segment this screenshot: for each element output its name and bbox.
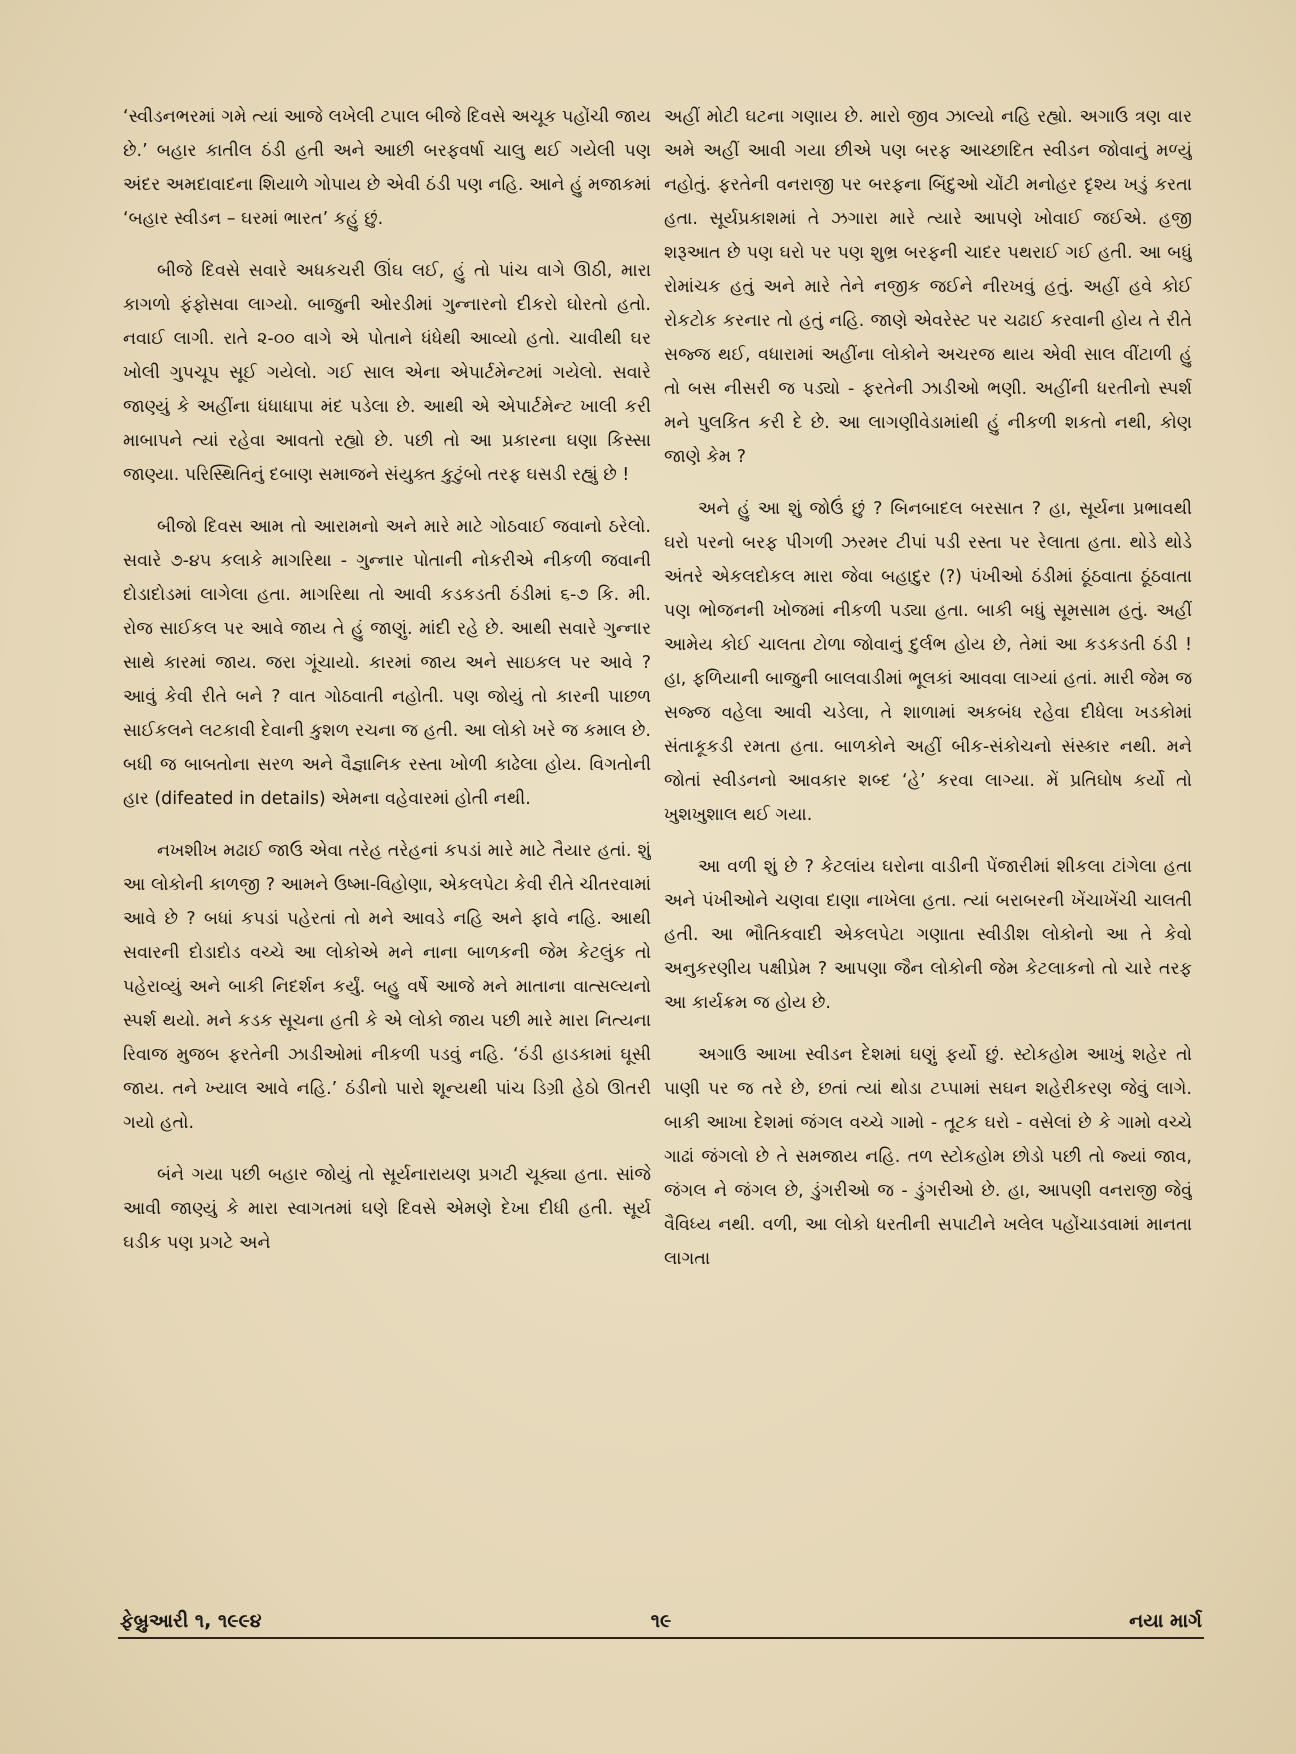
magazine-name: નયા માર્ગ [1129, 1610, 1202, 1632]
right-column [664, 100, 1192, 1624]
paragraph: ‘સ્વીડનભરમાં ગમે ત્યાં આજે લખેલી ટપાલ બીજે દિવસે અચૂક પહોંચી જાય છે.’ બહાર કાતીલ ઠંડી હતી અને આછી બરફવર્ષા ચાલુ થઈ ગયેલી પણ અંદર અમદાવાદના શિયાળે ગોપાય છે એવી ઠંડી પણ નહિ. આને હું મજાકમાં ‘બહાર સ્વીડન – ઘરમાં ભારત’ કહું છું. [123, 107, 651, 229]
page-footer [120, 1603, 1202, 1639]
paragraph: અને હું આ શું જોઉં છું ? બિનબાદલ બરસાત ? હા, સૂર્યના પ્રભાવથી ઘરો પરનો બરફ પીગળી ઝરમર ટીપાં પડી રસ્તા પર રેલાતા હતા. થોડે થોડે અંતરે એકલદોકલ મારા જેવા બહાદુર (?) પંખીઓ ઠંડીમાં ઠૂંઠવાતા ઠૂંઠવાતા પણ ભોજનની ખોજમાં નીકળી પડ્યા હતા. બાકી બધું સૂમસામ હતું. અહીં આમેય કોઈ ચાલતા ટોળા જોવાનું દુર્લભ હોય છે, તેમાં આ કડકડતી ઠંડી ! હા, ફળિયાની બાજુની બાલવાડીમાં ભૂલકાં આવવા લાગ્યાં હતાં. મારી જેમ જ સજ્જ વહેલા આવી ચડેલા, તે શાળામાં અકબંધ રહેવા દીધેલા ખડકોમાં સંતાકૂકડી રમતા હતા. બાળકોને અહીં બીક-સંકોચનો સંસ્કાર નથી. મને જોતાં સ્વીડનનો આવકાર શબ્દ ‘હે’ કરવા લાગ્યા. મેં પ્રતિઘોષ કર્યો તો ખુશખુશાલ થઈ ગયા. [664, 499, 1192, 825]
paragraph: આ વળી શું છે ? કેટલાંય ઘરોના વાડીની પેંજારીમાં શીકલા ટાંગેલા હતા અને પંખીઓને ચણવા દાણા નાખેલા હતા. ત્યાં બરાબરની ખેંચાખેંચી ચાલતી હતી. આ ભૌતિકવાદી એકલપેટા ગણાતા સ્વીડીશ લોકોનો આ તે કેવો અનુકરણીય પક્ષીપ્રેમ ? આપણા જૈન લોકોની જેમ કેટલાકનો તો ચારે તરફ આ કાર્યક્રમ જ હોય છે. [664, 857, 1192, 1013]
paragraph: અગાઉ આખા સ્વીડન દેશમાં ઘણું ફર્યો છું. સ્ટોકહોમ આખું શહેર તો પાણી પર જ તરે છે, છતાં ત્યાં થોડા ટપ્પામાં સઘન શહેરીકરણ જેવું લાગે. બાકી આખા દેશમાં જંગલ વચ્ચે ગામો - તૂટક ઘરો - વસેલાં છે કે ગામો વચ્ચે ગાઢાં જંગલો છે તે સમજાય નહિ. તળ સ્ટોકહોમ છોડો પછી તો જ્યાં જાવ, જંગલ ને જંગલ છે, ડુંગરીઓ જ - ડુંગરીઓ છે. હા, આપણી વનરાજી જેવું વૈવિધ્ય નથી. વળી, આ લોકો ધરતીની સપાટીને ખલેલ પહોંચાડવામાં માનતા લાગતા [664, 1045, 1192, 1269]
paragraph: બીજે દિવસે સવારે અધકચરી ઊંઘ લઈ, હું તો પાંચ વાગે ઊઠી, મારા કાગળો ફંફોસવા લાગ્યો. બાજુની ઓરડીમાં ગુન્નારનો દીકરો ઘોરતો હતો. નવાઈ લાગી. રાતે ૨-૦૦ વાગે એ પોતાને ધંધેથી આવ્યો હતો. ચાવીથી ઘર ખોલી ગુપચૂપ સૂઈ ગયેલો. ગઈ સાલ એના એપાર્ટમેન્ટમાં ગયેલો. સવારે જાણ્યું કે અહીંના ધંધાધાપા મંદ પડેલા છે. આથી એ એપાર્ટમેન્ટ ખાલી કરી માબાપને ત્યાં રહેવા આવતો રહ્યો છે. પછી તો આ પ્રકારના ઘણા કિસ્સા જાણ્યા. પરિસ્થિતિનું દબાણ સમાજને સંયુક્ત કુટુંબો તરફ ઘસડી રહ્યું છે ! [123, 261, 651, 485]
issue-date: ફેબ્રુઆરી ૧, ૧૯૯૪ [120, 1610, 262, 1632]
left-column [123, 100, 651, 1624]
page-number: ૧૯ [650, 1610, 672, 1632]
paragraph: બંને ગયા પછી બહાર જોયું તો સૂર્યનારાયણ પ્રગટી ચૂક્યા હતા. સાંજે આવી જાણ્યું કે મારા સ્વાગતમાં ઘણે દિવસે એમણે દેખા દીધી હતી. સૂર્ય ઘડીક પણ પ્રગટે અને [123, 1165, 651, 1253]
footer-rule [118, 1637, 1204, 1639]
paragraph: નખશીખ મઢાઈ જાઉ એવા તરેહ તરેહનાં કપડાં મારે માટે તૈયાર હતાં. શું આ લોકોની કાળજી ? આમને ઉષ્મા-વિહોણા, એકલપેટા કેવી રીતે ચીતરવામાં આવે છે ? બધાં કપડાં પહેરતાં તો મને આવડે નહિ અને ફાવે નહિ. આથી સવારની દોડાદોડ વચ્ચે આ લોકોએ મને નાના બાળકની જેમ કેટલુંક તો પહેરાવ્યું અને બાકી નિદર્શન કર્યું. બહુ વર્ષે આજે મને માતાના વાત્સલ્યનો સ્પર્શ થયો. મને કડક સૂચના હતી કે એ લોકો જાય પછી મારે મારા નિત્યના રિવાજ મુજબ ફરતેની ઝાડીઓમાં નીકળી પડવું નહિ. ‘ઠંડી હાડકામાં ઘૂસી જાય. તને ખ્યાલ આવે નહિ.’ ઠંડીનો પારો શૂન્યથી પાંચ ડિગ્રી હેઠો ઊતરી ગયો હતો. [123, 841, 651, 1133]
paragraph: અહીં મોટી ઘટના ગણાય છે. મારો જીવ ઝાલ્યો નહિ રહ્યો. અગાઉ ત્રણ વાર અમે અહીં આવી ગયા છીએ પણ બરફ આચ્છાદિત સ્વીડન જોવાનું મળ્યું નહોતું. ફરતેની વનરાજી પર બરફના બિંદુઓ ચોંટી મનોહર દૃશ્ય ખડું કરતા હતા. સૂર્યપ્રકાશમાં તે ઝગારા મારે ત્યારે આપણે ખોવાઈ જઈએ. હજી શરૂઆત છે પણ ઘરો પર પણ શુભ્ર બરફની ચાદર પથરાઈ ગઈ હતી. આ બધું રોમાંચક હતું અને મારે તેને નજીક જઈને નીરખવું હતું. અહીં હવે કોઈ રોકટોક કરનાર તો હતું નહિ. જાણે એવરેસ્ટ પર ચઢાઈ કરવાની હોય તે રીતે સજ્જ થઈ, વધારામાં અહીંના લોકોને અચરજ થાય એવી સાલ વીંટાળી હું તો બસ નીસરી જ પડ્યો - ફરતેની ઝાડીઓ ભણી. અહીંની ધરતીનો સ્પર્શ મને પુલકિત કરી દે છે. આ લાગણીવેડામાંથી હું નીકળી શકતો નથી, કોણ જાણે કેમ ? [664, 107, 1192, 467]
paragraph: બીજો દિવસ આમ તો આરામનો અને મારે માટે ગોઠવાઈ જવાનો ઠરેલો. સવારે ૭-૪૫ કલાકે માગરિથા - ગુન્નાર પોતાની નોકરીએ નીકળી જવાની દોડાદોડમાં લાગેલા હતા. માગરિથા તો આવી કડકડતી ઠંડીમાં ૬-૭ કિ. મી. રોજ સાઈકલ પર આવે જાય તે હું જાણું. માંદી રહે છે. આથી સવારે ગુન્નાર સાથે કારમાં જાય. જરા ગૂંચાયો. કારમાં જાય અને સાઇકલ પર આવે ? આવું કેવી રીતે બને ? વાત ગોઠવાતી નહોતી. પણ જોયું તો કારની પાછળ સાઈકલને લટકાવી દેવાની કુશળ રચના જ હતી. આ લોકો ખરે જ કમાલ છે. બધી જ બાબતોના સરળ અને વૈજ્ઞાનિક રસ્તા ખોળી કાઢેલા હોય. વિગતોની હાર (difeated in details) એમના વહેવારમાં હોતી નથી. [123, 517, 651, 809]
